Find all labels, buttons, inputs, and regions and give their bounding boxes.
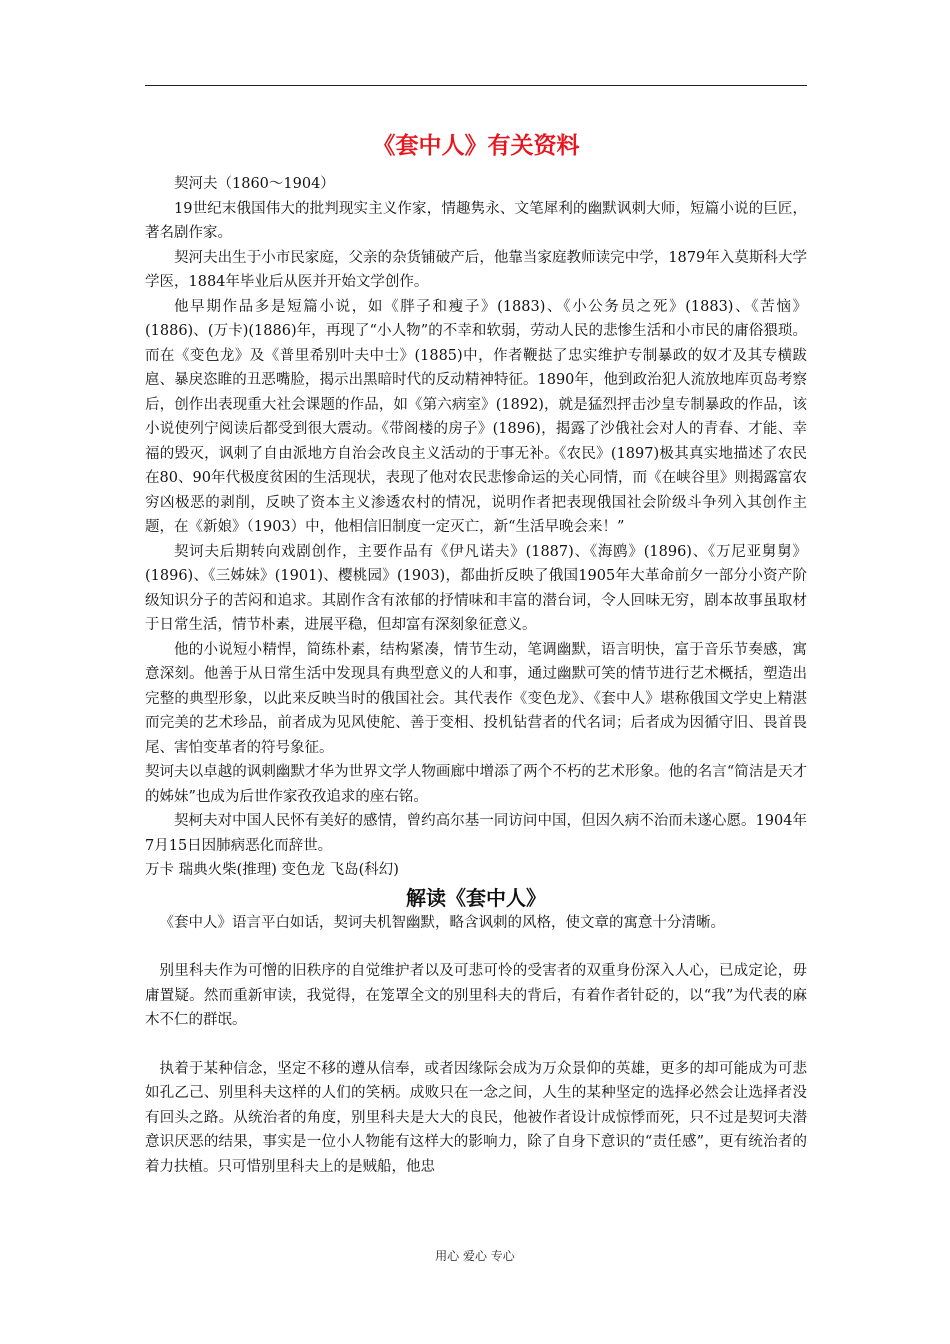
- intro-paragraph-2: 契河夫出生于小市民家庭，父亲的杂货铺破产后，他靠当家庭教师读完中学，1879年入莫斯科大学学医，1884年毕业后从医并开始文学创作。: [145, 249, 807, 290]
- page-footer: 用心 爱心 专心: [435, 1249, 515, 1263]
- section-title: 解读《套中人》: [406, 885, 546, 910]
- intro-paragraph-6: 契诃夫以卓越的讽刺幽默才华为世界文学人物画廊中增添了两个不朽的艺术形象。他的名言“简洁是天才的姊妹”也成为后世作家孜孜追求的座右铭。: [145, 764, 807, 805]
- paragraph-gap: [145, 1033, 807, 1057]
- document-body: [145, 130, 807, 1179]
- paragraph-gap: [145, 935, 807, 959]
- intro-paragraph-3: 他早期作品多是短篇小说，如《胖子和瘦子》(1883)、《小公务员之死》(1883)、《苦恼》(1886)、(万卡)(1886)年，再现了“小人物”的不幸和软弱，劳动人民的悲惨生活和小市民的庸俗猥琐。而在《变色龙》及《普里希别叶夫中士》(1885)中，作者鞭挞了忠实维护专制暴政的奴才及其专横跋扈、暴戾恣睢的丑恶嘴脸，揭示出黑暗时代的反动精神特征。1890年，他到政治犯人流放地库页岛考察后，创作出表现重大社会课题的作品，如《第六病室》(1892)，就是猛烈抨击沙皇专制暴政的作品，该小说使列宁阅读后都受到很大震动。《带阁楼的房子》(1896)，揭露了沙俄社会对人的青春、才能、幸福的毁灭，讽刺了自由派地方自治会改良主义活动的于事无补。《农民》(1897)极其真实地描述了农民在80、90年代极度贫困的生活现状，表现了他对农民悲惨命运的关心同情，而《在峡谷里》则揭露富农穷凶极恶的剥削，反映了资本主义渗透农村的情况，说明作者把表现俄国社会阶级斗争列入其创作主题，在《新娘》（1903）中，他相信旧制度一定灭亡，新“生活早晚会来！”: [145, 298, 807, 535]
- intro-paragraph-7: 契柯夫对中国人民怀有美好的感情，曾约高尔基一同访问中国，但因久病不治而未遂心愿。1904年7月15日因肺病恶化而辞世。: [145, 813, 807, 854]
- section-paragraph-1: 别里科夫作为可憎的旧秩序的自觉维护者以及可悲可怜的受害者的双重身份深入人心，已成定论，毋庸置疑。然而重新审读，我觉得，在笼罩全文的别里科夫的背后，有着作者针砭的，以“我”为代表的麻木不仁的群氓。: [145, 963, 807, 1028]
- header-rule: [145, 85, 807, 86]
- section-lead: 《套中人》语言平白如话，契诃夫机智幽默，略含讽刺的风格，使文章的寓意十分清晰。: [159, 914, 725, 931]
- intro-paragraph-4: 契诃夫后期转向戏剧创作，主要作品有《伊凡诺夫》(1887)、《海鸥》(1896)、《万尼亚舅舅》(1896)、《三姊妹》(1901)、樱桃园》(1903)，都曲折反映了俄国1905年大革命前夕一部分小资产阶级知识分子的苦闷和追求。其剧作含有浓郁的抒情味和丰富的潜台词，令人回味无穷，剧本故事虽取材于日常生活，情节朴素，进展平稳，但却富有深刻象征意义。: [145, 543, 807, 633]
- page-title: 《套中人》有关资料: [372, 132, 580, 159]
- section-paragraph-2: 执着于某种信念，坚定不移的遵从信奉，或者因缘际会成为万众景仰的英雄，更多的却可能成为可悲如孔乙己、别里科夫这样的人们的笑柄。成败只在一念之间，人生的某种坚定的选择必然会让选择者没有回头之路。从统治者的角度，别里科夫是大大的良民，他被作者设计成惊悸而死，只不过是契诃夫潜意识厌恶的结果，事实是一位小人物能有这样大的影响力，除了自身下意识的“责任感”，更有统治者的着力扶植。只可惜别里科夫上的是贼船，他忠: [145, 1060, 807, 1175]
- intro-paragraph-1: 19世纪末俄国伟大的批判现实主义作家，情趣隽永、文笔犀利的幽默讽刺大师，短篇小说的巨匠，著名剧作家。: [145, 200, 807, 241]
- works-line: 万卡 瑞典火柴(推理) 变色龙 飞岛(科幻): [145, 862, 399, 878]
- intro-paragraph-5: 他的小说短小精悍，简练朴素，结构紧凑，情节生动，笔调幽默，语言明快，富于音乐节奏感，寓意深刻。他善于从日常生活中发现具有典型意义的人和事，通过幽默可笑的情节进行艺术概括，塑造出完整的典型形象，以此来反映当时的俄国社会。其代表作《变色龙》、《套中人》堪称俄国文学史上精湛而完美的艺术珍品，前者成为见风使舵、善于变相、投机钻营者的代名词；后者成为因循守旧、畏首畏尾、害怕变革者的符号象征。: [145, 641, 807, 756]
- author-name-line: 契河夫（1860～1904）: [174, 176, 335, 192]
